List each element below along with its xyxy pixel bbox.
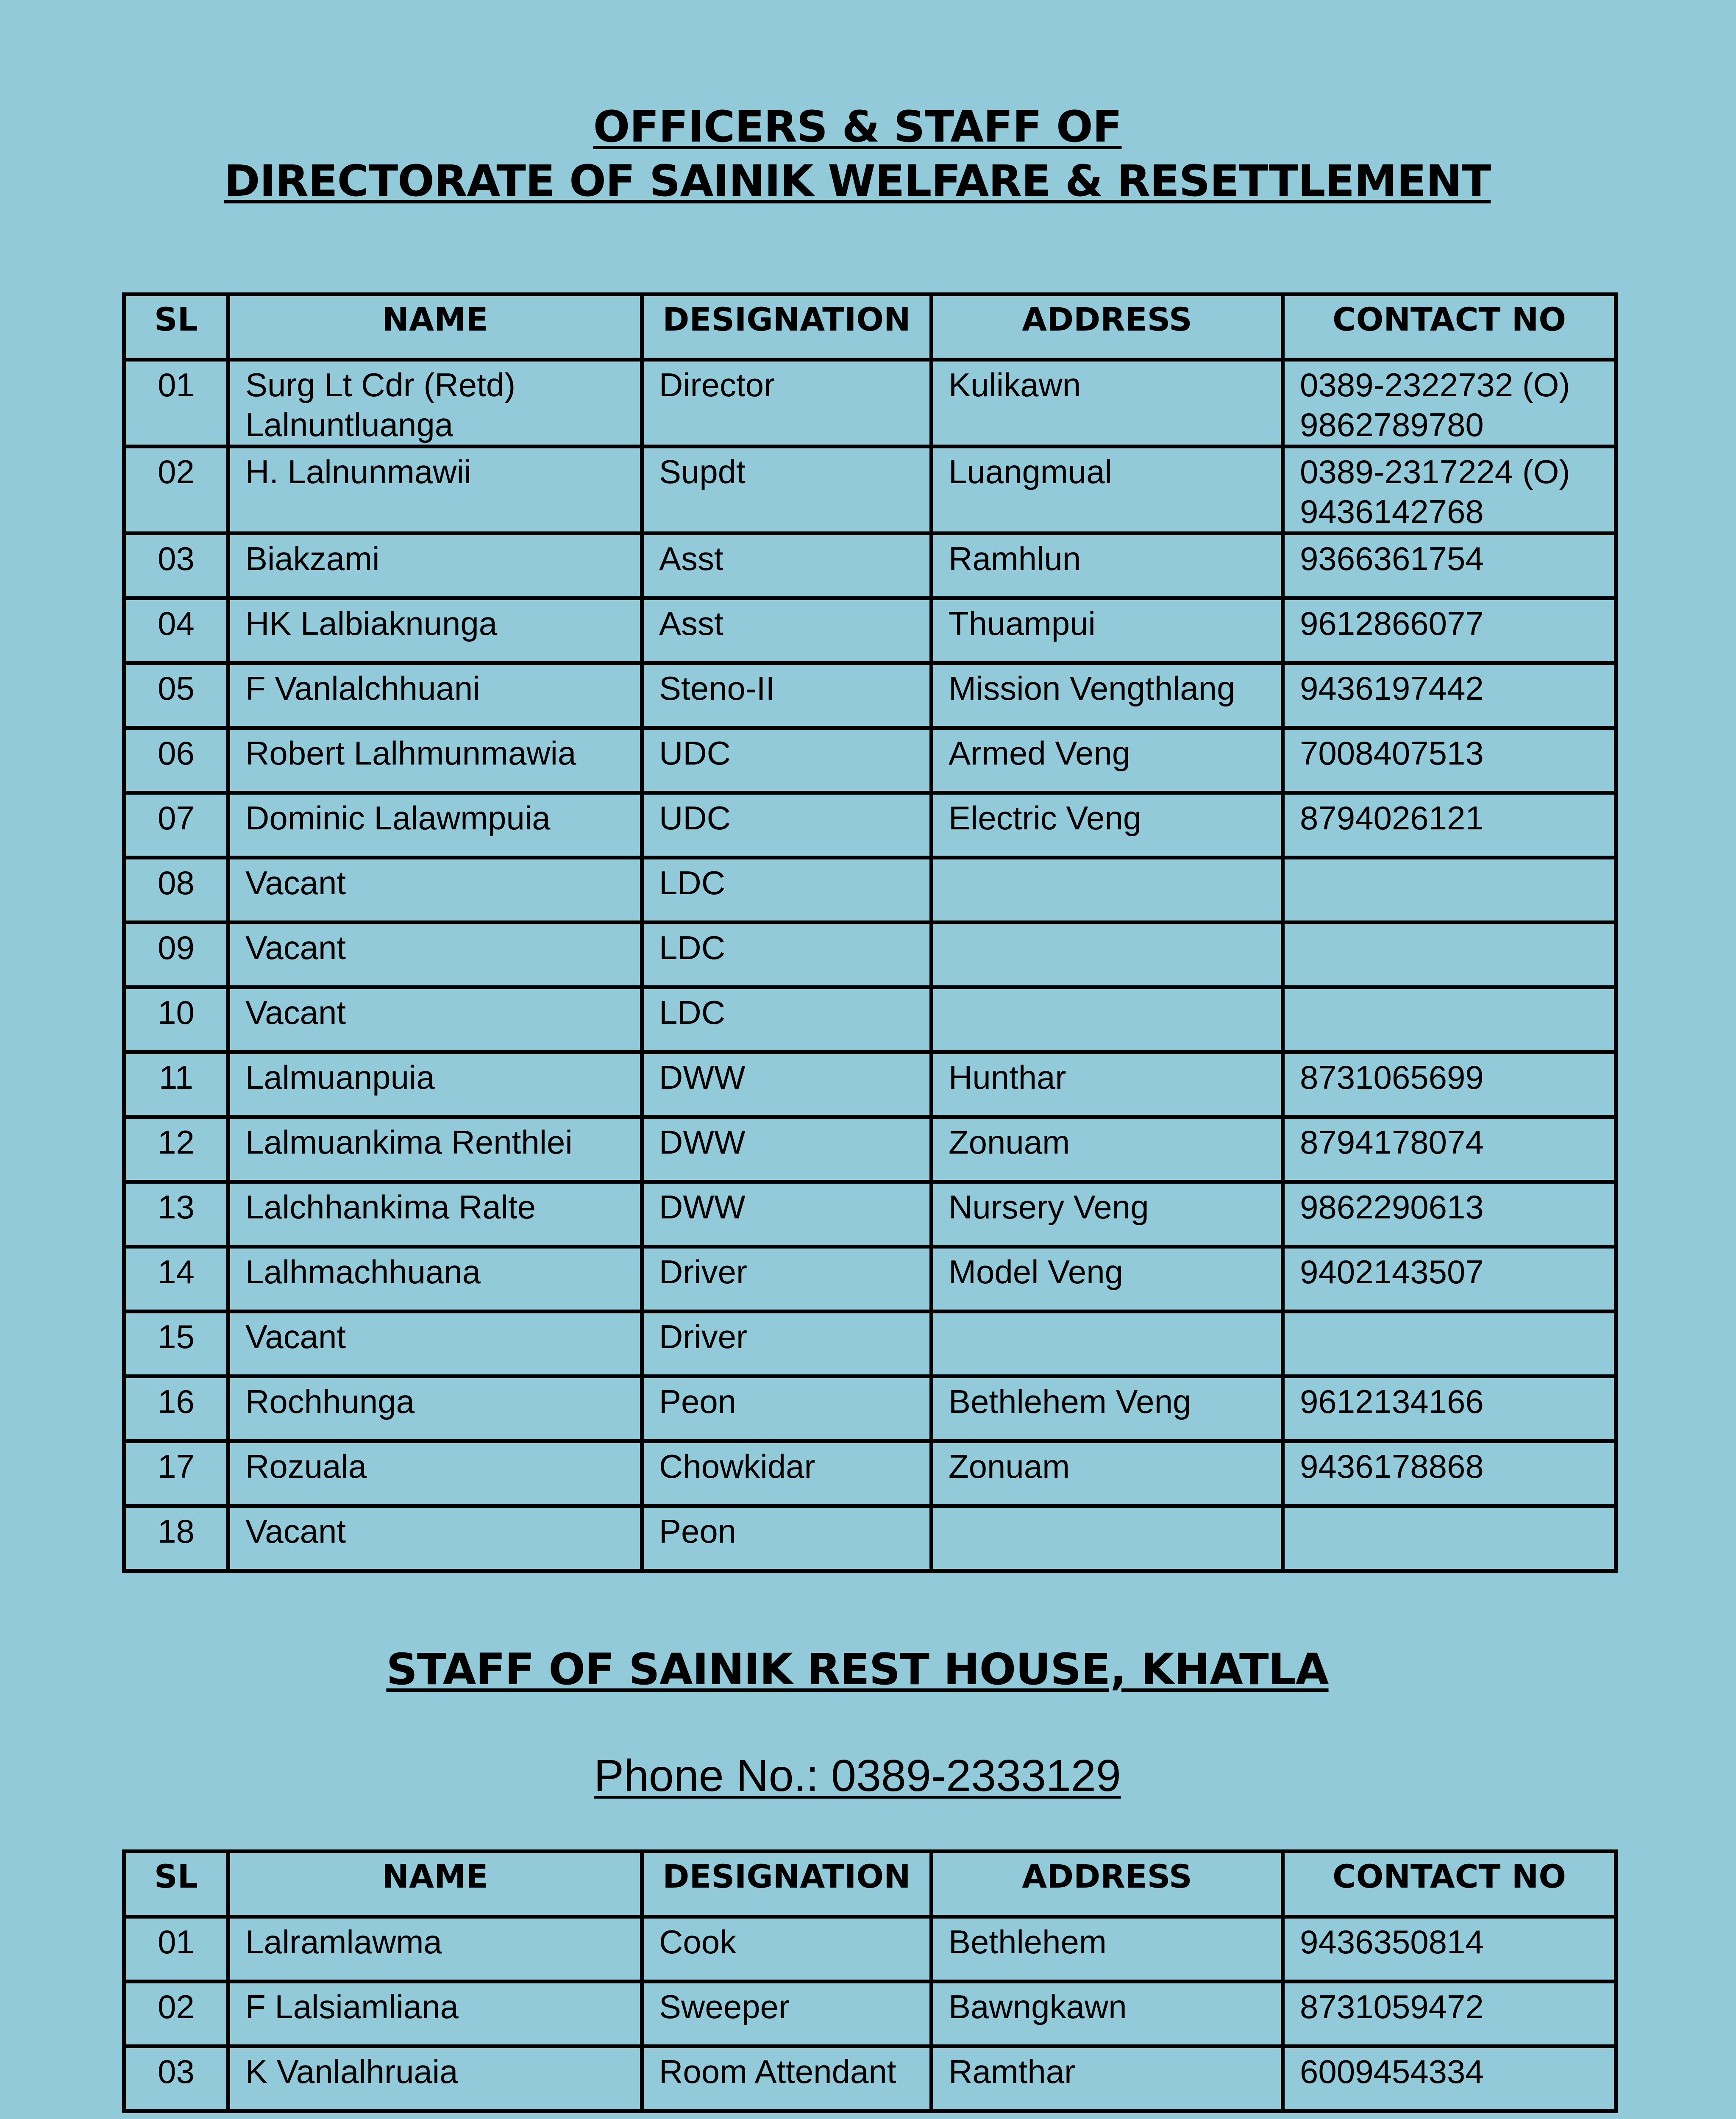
- cell-sl: [124, 923, 228, 987]
- page-subtitle: DIRECTORATE OF SAINIK WELFARE & RESETTLEMENT: [224, 156, 1491, 206]
- cell-designation: [642, 663, 932, 728]
- cell-address: [932, 2047, 1283, 2111]
- header-designation: DESIGNATION: [642, 295, 932, 360]
- cell-name: [228, 987, 642, 1052]
- cell-address: [932, 598, 1283, 663]
- cell-contact-text: 8731059472: [1300, 1988, 1484, 2025]
- header-name: NAME: [228, 1852, 642, 1917]
- cell-name-text: Dominic Lalawmpuia: [245, 799, 551, 837]
- table-row: [124, 1182, 1616, 1247]
- cell-name: [228, 1117, 642, 1182]
- cell-name-text: Robert Lalhmunmawia: [245, 734, 576, 772]
- cell-designation: [642, 728, 932, 793]
- cell-sl-text: 07: [158, 799, 195, 837]
- cell-name-text: Vacant: [245, 1318, 346, 1355]
- cell-address-text: Thuampui: [949, 605, 1096, 642]
- cell-sl: [124, 1441, 228, 1506]
- cell-name: [228, 728, 642, 793]
- table-row: [124, 360, 1616, 447]
- cell-sl: [124, 598, 228, 663]
- cell-contact: [1283, 923, 1616, 987]
- cell-name: [228, 1441, 642, 1506]
- cell-designation-text: Peon: [659, 1513, 737, 1550]
- cell-sl-text: 18: [158, 1513, 195, 1550]
- table-row: [124, 598, 1616, 663]
- cell-name: [228, 1982, 642, 2047]
- cell-designation-text: Driver: [659, 1253, 747, 1290]
- cell-name-text: Rozuala: [245, 1448, 367, 1485]
- cell-sl: [124, 447, 228, 534]
- cell-address: [932, 793, 1283, 858]
- cell-contact-text: 8794026121: [1300, 799, 1484, 837]
- cell-contact-text: 6009454334: [1300, 2053, 1484, 2090]
- cell-contact-text: 9612866077: [1300, 605, 1484, 642]
- cell-designation: [642, 447, 932, 534]
- cell-designation-text: Chowkidar: [659, 1448, 815, 1485]
- table-row: [124, 1982, 1616, 2047]
- cell-contact: [1283, 360, 1616, 447]
- cell-designation-text: Sweeper: [659, 1988, 790, 2025]
- cell-contact-text: 8794178074: [1300, 1123, 1484, 1161]
- cell-contact: [1283, 1312, 1616, 1377]
- cell-address: [932, 1247, 1283, 1312]
- cell-sl: [124, 2047, 228, 2111]
- cell-name-text: F Vanlalchhuani: [245, 670, 480, 707]
- cell-contact-text: 9366361754: [1300, 540, 1484, 577]
- cell-designation: [642, 1506, 932, 1571]
- cell-designation-text: Cook: [659, 1923, 737, 1960]
- cell-designation: [642, 1312, 932, 1377]
- cell-sl-text: 16: [158, 1383, 195, 1420]
- cell-contact: [1283, 1506, 1616, 1571]
- cell-name-text: Lalmuanpuia: [245, 1059, 435, 1096]
- cell-name-text: Vacant: [245, 864, 346, 901]
- cell-name: [228, 923, 642, 987]
- table-row: [124, 1312, 1616, 1377]
- cell-sl-text: 01: [158, 366, 195, 403]
- cell-name: [228, 447, 642, 534]
- cell-name: [228, 1247, 642, 1312]
- cell-address-text: Bethlehem Veng: [949, 1383, 1191, 1420]
- cell-sl: [124, 534, 228, 598]
- cell-name-text: Surg Lt Cdr (Retd): [245, 366, 516, 403]
- cell-address: [932, 923, 1283, 987]
- cell-designation-text: DWW: [659, 1059, 746, 1096]
- cell-name-text: Lalhmachhuana: [245, 1253, 481, 1290]
- cell-sl: [124, 1247, 228, 1312]
- cell-sl-text: 02: [158, 453, 195, 490]
- cell-designation: [642, 2047, 932, 2111]
- cell-address-text: Zonuam: [949, 1448, 1070, 1485]
- cell-sl: [124, 1312, 228, 1377]
- cell-contact: [1283, 1441, 1616, 1506]
- cell-address: [932, 360, 1283, 447]
- cell-sl: [124, 1117, 228, 1182]
- cell-name-text: Lalnuntluanga: [245, 406, 453, 443]
- cell-sl: [124, 663, 228, 728]
- cell-name: [228, 1052, 642, 1117]
- cell-designation: [642, 1052, 932, 1117]
- cell-name-text: Lalmuankima Renthlei: [245, 1123, 573, 1161]
- cell-contact: [1283, 858, 1616, 923]
- cell-name: [228, 1377, 642, 1441]
- cell-designation: [642, 858, 932, 923]
- header-sl: SL: [124, 295, 228, 360]
- cell-contact: [1283, 1052, 1616, 1117]
- table-row: [124, 858, 1616, 923]
- cell-address-text: Electric Veng: [949, 799, 1142, 837]
- cell-contact-text: 9436350814: [1300, 1923, 1484, 1960]
- cell-sl-text: 12: [158, 1123, 195, 1161]
- cell-sl-text: 01: [158, 1923, 195, 1960]
- cell-name: [228, 1312, 642, 1377]
- cell-name-text: H. Lalnunmawii: [245, 453, 472, 490]
- cell-name-text: Rochhunga: [245, 1383, 415, 1420]
- cell-address: [932, 1441, 1283, 1506]
- table-row: [124, 2047, 1616, 2111]
- cell-address: [932, 1917, 1283, 1982]
- cell-address: [932, 1982, 1283, 2047]
- page-title: OFFICERS & STAFF OF: [593, 102, 1122, 152]
- cell-designation-text: Director: [659, 366, 775, 403]
- table-row: [124, 1052, 1616, 1117]
- table-row: [124, 1441, 1616, 1506]
- table-header-row: [124, 1852, 1616, 1917]
- cell-name: [228, 663, 642, 728]
- table-row: [124, 1247, 1616, 1312]
- cell-name-text: K Vanlalhruaia: [245, 2053, 458, 2090]
- cell-address-text: Ramhlun: [949, 540, 1081, 577]
- cell-designation-text: Asst: [659, 540, 723, 577]
- officers-staff-table: [122, 292, 1618, 1573]
- cell-address-text: Kulikawn: [949, 366, 1081, 403]
- cell-address-text: Ramthar: [949, 2053, 1076, 2090]
- cell-contact: [1283, 598, 1616, 663]
- cell-contact: [1283, 987, 1616, 1052]
- rest-house-title: STAFF OF SAINIK REST HOUSE, KHATLA: [386, 1644, 1329, 1695]
- table-row: [124, 1377, 1616, 1441]
- header-designation: DESIGNATION: [642, 1852, 932, 1917]
- cell-contact: [1283, 728, 1616, 793]
- cell-sl-text: 06: [158, 734, 195, 772]
- cell-address-text: Hunthar: [949, 1059, 1066, 1096]
- cell-contact-text: 9862290613: [1300, 1188, 1484, 1226]
- header-name: NAME: [228, 295, 642, 360]
- cell-name-text: Biakzami: [245, 540, 380, 577]
- cell-contact-text: 0389-2322732 (O): [1300, 366, 1570, 403]
- cell-sl-text: 17: [158, 1448, 195, 1485]
- table-header-row: [124, 295, 1616, 360]
- cell-name: [228, 598, 642, 663]
- cell-name: [228, 1917, 642, 1982]
- cell-contact: [1283, 447, 1616, 534]
- cell-sl: [124, 1982, 228, 2047]
- cell-sl-text: 02: [158, 1988, 195, 2025]
- cell-name: [228, 2047, 642, 2111]
- cell-name: [228, 534, 642, 598]
- cell-name-text: Vacant: [245, 1513, 346, 1550]
- cell-name-text: F Lalsiamliana: [245, 1988, 459, 2025]
- cell-contact: [1283, 1377, 1616, 1441]
- cell-sl-text: 03: [158, 540, 195, 577]
- cell-designation: [642, 1441, 932, 1506]
- cell-name-text: Vacant: [245, 929, 346, 966]
- cell-designation-text: DWW: [659, 1188, 746, 1226]
- cell-sl: [124, 987, 228, 1052]
- cell-sl-text: 14: [158, 1253, 195, 1290]
- cell-contact-text: 9862789780: [1300, 406, 1484, 443]
- cell-designation: [642, 1377, 932, 1441]
- cell-address-text: Armed Veng: [949, 734, 1131, 772]
- header-sl: SL: [124, 1852, 228, 1917]
- cell-designation-text: Supdt: [659, 453, 746, 490]
- rest-house-phone: Phone No.: 0389-2333129: [594, 1751, 1121, 1801]
- cell-contact-text: 7008407513: [1300, 734, 1484, 772]
- cell-designation: [642, 598, 932, 663]
- cell-address: [932, 1182, 1283, 1247]
- cell-address: [932, 1052, 1283, 1117]
- cell-designation: [642, 1182, 932, 1247]
- cell-contact: [1283, 534, 1616, 598]
- cell-designation-text: Room Attendant: [659, 2053, 896, 2090]
- cell-designation-text: UDC: [659, 734, 731, 772]
- table-row: [124, 793, 1616, 858]
- cell-address: [932, 987, 1283, 1052]
- cell-designation: [642, 534, 932, 598]
- cell-sl: [124, 858, 228, 923]
- header-address: ADDRESS: [932, 295, 1283, 360]
- cell-designation-text: DWW: [659, 1123, 746, 1161]
- table-row: [124, 447, 1616, 534]
- cell-address-text: Zonuam: [949, 1123, 1070, 1161]
- cell-designation-text: Asst: [659, 605, 723, 642]
- cell-address-text: Model Veng: [949, 1253, 1123, 1290]
- table-row: [124, 1117, 1616, 1182]
- cell-designation-text: Steno-II: [659, 670, 775, 707]
- cell-address: [932, 728, 1283, 793]
- table-row: [124, 1917, 1616, 1982]
- cell-sl-text: 03: [158, 2053, 195, 2090]
- cell-sl: [124, 1052, 228, 1117]
- cell-name: [228, 1182, 642, 1247]
- cell-designation: [642, 923, 932, 987]
- cell-address-text: Bawngkawn: [949, 1988, 1127, 2025]
- table-row: [124, 1506, 1616, 1571]
- cell-designation: [642, 987, 932, 1052]
- cell-contact: [1283, 663, 1616, 728]
- cell-contact: [1283, 1917, 1616, 1982]
- cell-address: [932, 1117, 1283, 1182]
- cell-sl-text: 15: [158, 1318, 195, 1355]
- cell-address-text: Luangmual: [949, 453, 1112, 490]
- cell-contact-text: 9612134166: [1300, 1383, 1484, 1420]
- cell-sl-text: 04: [158, 605, 195, 642]
- cell-sl: [124, 1182, 228, 1247]
- cell-name-text: HK Lalbiaknunga: [245, 605, 498, 642]
- cell-contact: [1283, 1982, 1616, 2047]
- cell-designation-text: UDC: [659, 799, 731, 837]
- header-address: ADDRESS: [932, 1852, 1283, 1917]
- cell-address-text: Bethlehem: [949, 1923, 1107, 1960]
- cell-contact: [1283, 1247, 1616, 1312]
- cell-contact-text: 8731065699: [1300, 1059, 1484, 1096]
- cell-designation: [642, 1917, 932, 1982]
- cell-sl-text: 11: [159, 1059, 193, 1096]
- cell-contact-text: 9402143507: [1300, 1253, 1484, 1290]
- cell-designation: [642, 360, 932, 447]
- cell-contact: [1283, 2047, 1616, 2111]
- cell-designation-text: LDC: [659, 864, 726, 901]
- cell-designation: [642, 793, 932, 858]
- cell-contact: [1283, 1117, 1616, 1182]
- table-row: [124, 728, 1616, 793]
- cell-name: [228, 793, 642, 858]
- cell-contact: [1283, 1182, 1616, 1247]
- cell-address: [932, 1312, 1283, 1377]
- cell-sl: [124, 360, 228, 447]
- cell-name-text: Vacant: [245, 994, 346, 1031]
- cell-designation: [642, 1117, 932, 1182]
- cell-name-text: Lalchhankima Ralte: [245, 1188, 536, 1226]
- cell-sl: [124, 1377, 228, 1441]
- cell-address: [932, 663, 1283, 728]
- cell-designation-text: Peon: [659, 1383, 737, 1420]
- header-contact: CONTACT NO: [1283, 1852, 1616, 1917]
- cell-sl-text: 05: [158, 670, 195, 707]
- table-row: [124, 923, 1616, 987]
- cell-contact-text: 9436178868: [1300, 1448, 1484, 1485]
- rest-house-staff-table: [122, 1849, 1618, 2113]
- cell-sl: [124, 1506, 228, 1571]
- cell-sl: [124, 793, 228, 858]
- cell-name-text: Lalramlawma: [245, 1923, 442, 1960]
- cell-designation: [642, 1982, 932, 2047]
- cell-sl-text: 13: [158, 1188, 195, 1226]
- cell-contact-text: 9436197442: [1300, 670, 1484, 707]
- cell-address: [932, 1377, 1283, 1441]
- cell-sl-text: 08: [158, 864, 195, 901]
- cell-designation: [642, 1247, 932, 1312]
- cell-sl: [124, 728, 228, 793]
- cell-contact: [1283, 793, 1616, 858]
- table-row: [124, 534, 1616, 598]
- cell-sl-text: 09: [158, 929, 195, 966]
- cell-designation-text: LDC: [659, 994, 726, 1031]
- cell-address: [932, 1506, 1283, 1571]
- cell-contact-text: 0389-2317224 (O): [1300, 453, 1570, 490]
- cell-contact-text: 9436142768: [1300, 493, 1484, 530]
- cell-designation-text: Driver: [659, 1318, 747, 1355]
- cell-address: [932, 858, 1283, 923]
- cell-designation-text: LDC: [659, 929, 726, 966]
- cell-address: [932, 534, 1283, 598]
- cell-address: [932, 447, 1283, 534]
- cell-name: [228, 1506, 642, 1571]
- cell-address-text: Mission Vengthlang: [949, 670, 1235, 707]
- cell-name: [228, 360, 642, 447]
- table-row: [124, 987, 1616, 1052]
- table-row: [124, 663, 1616, 728]
- cell-name: [228, 858, 642, 923]
- cell-sl: [124, 1917, 228, 1982]
- header-contact: CONTACT NO: [1283, 295, 1616, 360]
- cell-sl-text: 10: [158, 994, 195, 1031]
- cell-address-text: Nursery Veng: [949, 1188, 1149, 1226]
